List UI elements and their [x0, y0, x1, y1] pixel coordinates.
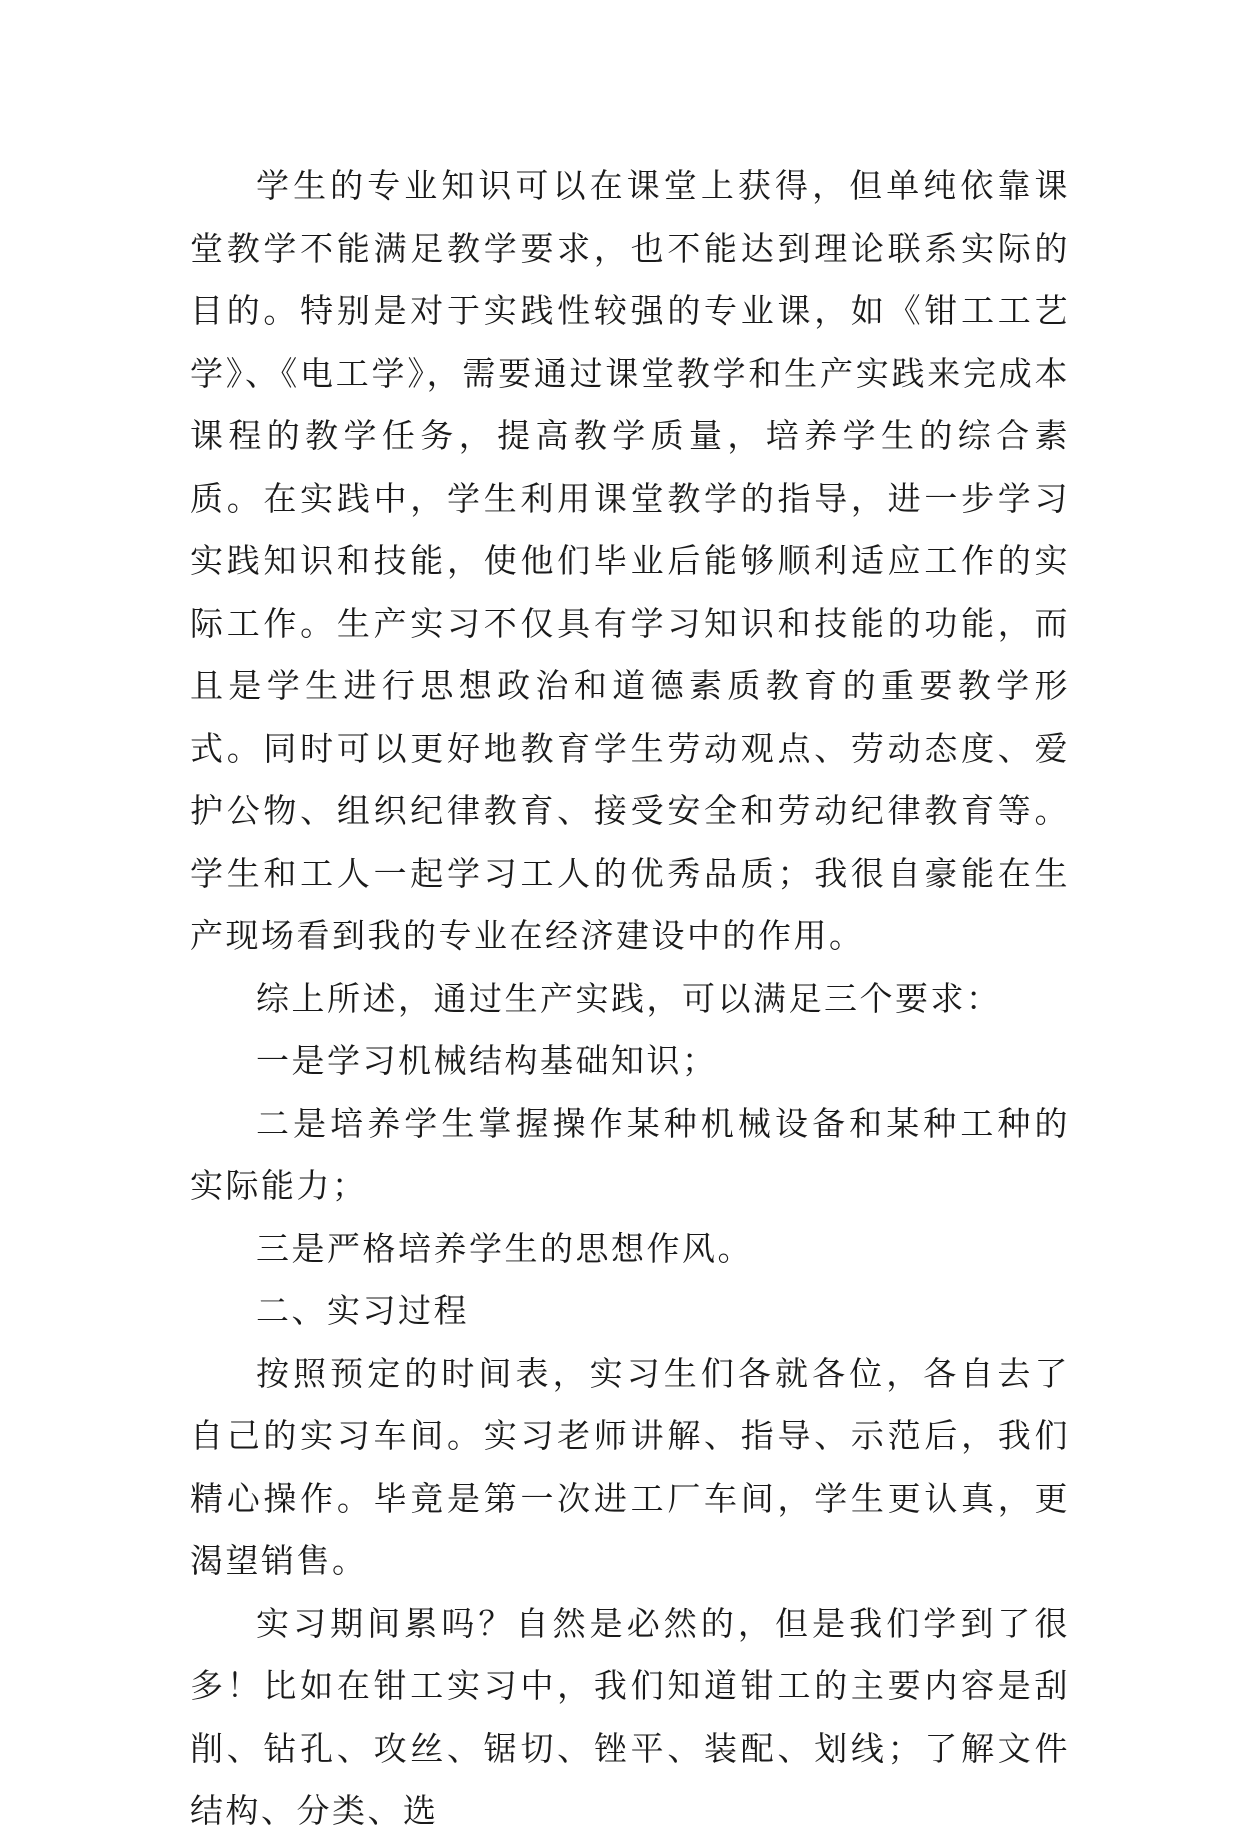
- paragraph-fitter: 实习期间累吗？自然是必然的，但是我们学到了很多！比如在钳工实习中，我们知道钳工的主要内容是刮削、钻孔、攻丝、锯切、锉平、装配、划线；了解文件结构、分类、选: [190, 1603, 1070, 1830]
- section-heading: 二、实习过程: [256, 1291, 469, 1330]
- paragraph-requirement-2: 二是培养学生掌握操作某种机械设备和某种工种的实际能力；: [190, 1103, 1070, 1205]
- paragraph-requirement-1: 一是学习机械结构基础知识；: [256, 1041, 718, 1080]
- paragraph-summary: 综上所述，通过生产实践，可以满足三个要求：: [256, 978, 1002, 1018]
- paragraph-process: 按照预定的时间表，实习生们各就各位，各自去了自己的实习车间。实习老师讲解、指导、示范后，我们精心操作。毕竟是第一次进工厂车间，学生更认真，更渴望销售。: [190, 1353, 1070, 1580]
- paragraph-requirement-3: 三是严格培养学生的思想作风。: [256, 1228, 753, 1268]
- document-body: [190, 155, 1070, 1843]
- paragraph-intro: 学生的专业知识可以在课堂上获得，但单纯依靠课堂教学不能满足教学要求，也不能达到理论联系实际的目的。特别是对于实践性较强的专业课，如《钳工工艺学》、《电工学》，需要通过课堂教学和生产实践来完成本课程的教学任务，提高教学质量，培养学生的综合素质。在实践中，学生利用课堂教学的指导，进一步学习实践知识和技能，使他们毕业后能够顺利适应工作的实际工作。生产实习不仅具有学习知识和技能的功能，而且是学生进行思想政治和道德素质教育的重要教学形式。同时可以更好地教育学生劳动观点、劳动态度、爱护公物、组织纪律教育、接受安全和劳动纪律教育等。学生和工人一起学习工人的优秀品质；我很自豪能在生产现场看到我的专业在经济建设中的作用。: [190, 166, 1070, 955]
